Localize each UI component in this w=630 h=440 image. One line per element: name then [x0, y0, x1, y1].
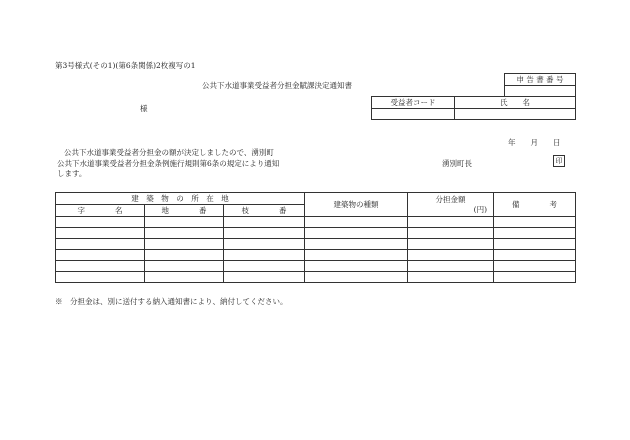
amount-header-label: 分担金額 [435, 194, 466, 204]
table-cell[interactable] [56, 261, 145, 272]
table-cell[interactable] [145, 250, 224, 261]
table-cell[interactable] [224, 228, 305, 239]
table-cell[interactable] [56, 272, 145, 283]
table-cell[interactable] [145, 228, 224, 239]
beneficiary-name-label: 氏 名 [455, 97, 576, 109]
table-cell[interactable] [408, 250, 494, 261]
table-cell[interactable] [56, 250, 145, 261]
beneficiary-code-label: 受益者コード [372, 97, 455, 109]
table-cell[interactable] [408, 272, 494, 283]
table-cell[interactable] [145, 272, 224, 283]
table-cell[interactable] [224, 261, 305, 272]
date-line: 年 月 日 [508, 138, 561, 147]
body-line-2: 公共下水道事業受益者分担金条例施行規則第6条の規定により通知 [57, 159, 280, 168]
aza-header: 字 名 [56, 205, 145, 217]
table-cell[interactable] [145, 239, 224, 250]
edaban-header: 枝 番 [224, 205, 305, 217]
table-row [56, 217, 576, 228]
mayor-name: 湧別町長 [442, 159, 472, 168]
table-cell[interactable] [224, 272, 305, 283]
table-cell[interactable] [56, 217, 145, 228]
table-cell[interactable] [145, 217, 224, 228]
building-type-header: 建築物の種類 [305, 193, 408, 217]
document-title: 公共下水道事業受益者分担金賦課決定通知書 [202, 81, 352, 90]
body-line-1: 公共下水道事業受益者分担金の額が決定しましたので、湧別町 [64, 148, 274, 157]
amount-header [408, 193, 494, 217]
table-cell[interactable] [305, 217, 408, 228]
seal-mark: 印 [553, 155, 565, 167]
table-cell[interactable] [305, 228, 408, 239]
remarks-header: 備 考 [494, 193, 576, 217]
table-cell[interactable] [305, 272, 408, 283]
table-cell[interactable] [56, 239, 145, 250]
body-line-3: します。 [57, 169, 87, 178]
notice-number-value[interactable] [505, 86, 576, 97]
table-cell[interactable] [56, 228, 145, 239]
table-cell[interactable] [408, 228, 494, 239]
table-row [56, 272, 576, 283]
form-number: 第3号様式(その1)(第6条関係)2枚複写の1 [55, 61, 196, 70]
table-cell[interactable] [408, 239, 494, 250]
table-cell[interactable] [408, 261, 494, 272]
notice-number-box [504, 73, 576, 97]
table-row [56, 239, 576, 250]
table-cell[interactable] [494, 261, 576, 272]
table-cell[interactable] [408, 217, 494, 228]
beneficiary-box [371, 96, 576, 120]
beneficiary-name-field[interactable] [455, 109, 576, 120]
notice-number-label: 申 告 書 番 号 [505, 74, 576, 86]
table-cell[interactable] [494, 250, 576, 261]
amount-header-unit: (円) [473, 204, 487, 214]
table-row [56, 250, 576, 261]
beneficiary-code-field[interactable] [372, 109, 455, 120]
table-cell[interactable] [224, 239, 305, 250]
table-row [56, 228, 576, 239]
addressee-suffix: 様 [140, 104, 148, 113]
table-cell[interactable] [224, 250, 305, 261]
table-cell[interactable] [305, 239, 408, 250]
chiban-header: 地 番 [145, 205, 224, 217]
building-table [55, 192, 576, 283]
table-row [56, 261, 576, 272]
table-cell[interactable] [305, 261, 408, 272]
table-cell[interactable] [494, 217, 576, 228]
table-cell[interactable] [494, 272, 576, 283]
location-header: 建 築 物 の 所 在 地 [56, 193, 305, 205]
table-cell[interactable] [305, 250, 408, 261]
table-cell[interactable] [494, 239, 576, 250]
table-cell[interactable] [145, 261, 224, 272]
table-cell[interactable] [494, 228, 576, 239]
footnote: ※ 分担金は、別に送付する納入通知書により、納付してください。 [55, 297, 288, 306]
table-cell[interactable] [224, 217, 305, 228]
